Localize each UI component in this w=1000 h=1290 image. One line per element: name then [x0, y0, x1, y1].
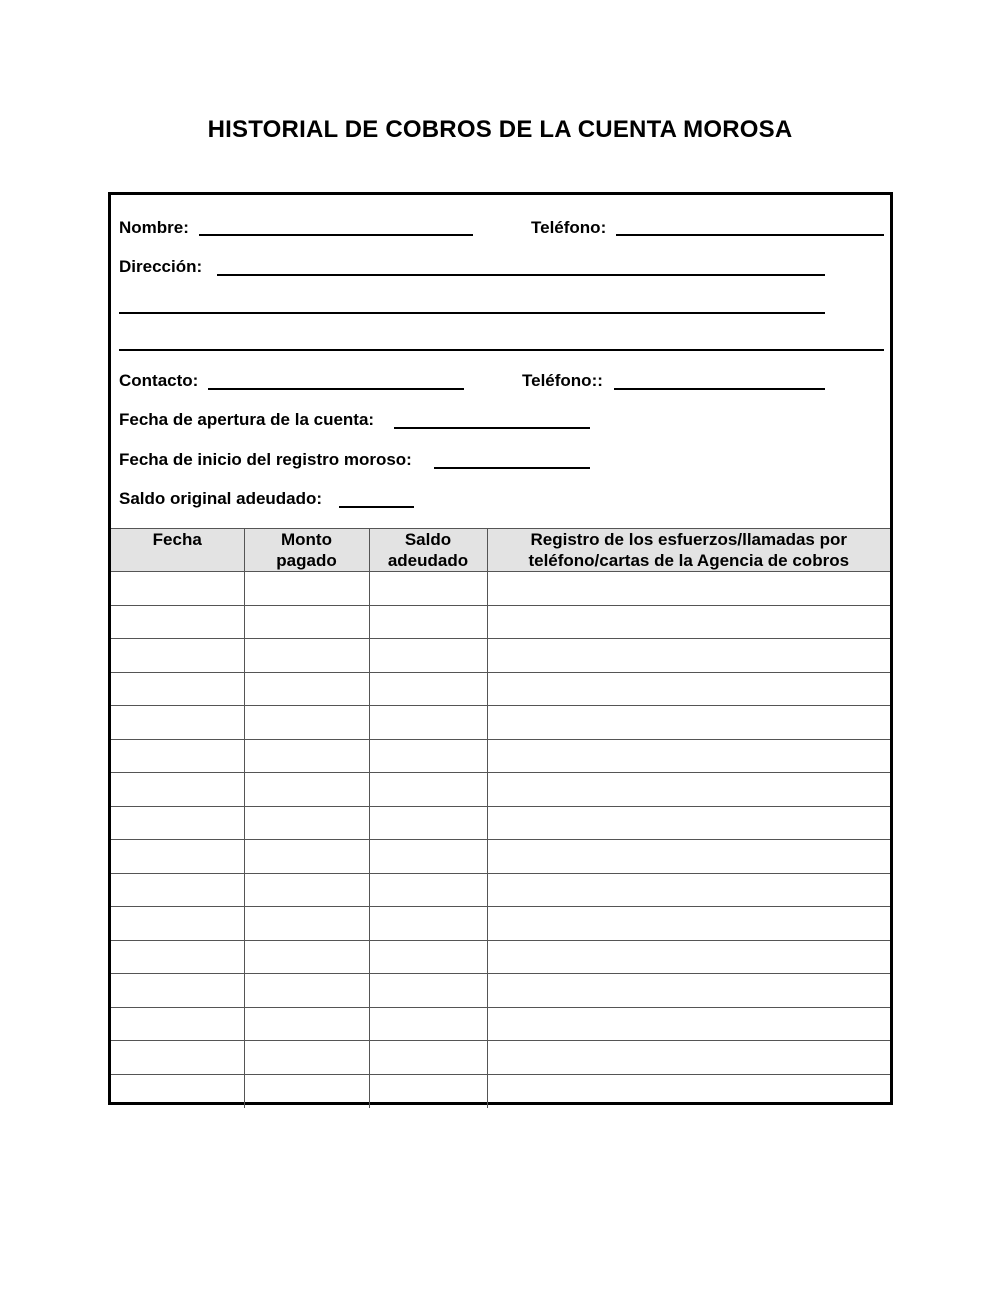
cell-monto-pagado[interactable] [244, 873, 369, 907]
cell-saldo-adeudado[interactable] [369, 840, 487, 874]
cell-fecha[interactable] [111, 907, 244, 941]
cell-registro[interactable] [487, 1041, 890, 1075]
label-fecha-apertura: Fecha de apertura de la cuenta: [119, 410, 375, 429]
cell-fecha[interactable] [111, 672, 244, 706]
collections-table [111, 528, 890, 1108]
cell-monto-pagado[interactable] [244, 840, 369, 874]
cell-registro[interactable] [487, 806, 890, 840]
table-row [111, 706, 890, 740]
cell-fecha[interactable] [111, 572, 244, 606]
page-title: HISTORIAL DE COBROS DE LA CUENTA MOROSA [207, 116, 793, 143]
cell-saldo-adeudado[interactable] [369, 773, 487, 807]
cell-saldo-adeudado[interactable] [369, 1007, 487, 1041]
cell-monto-pagado[interactable] [244, 773, 369, 807]
telefono-field[interactable] [616, 234, 884, 236]
cell-fecha[interactable] [111, 605, 244, 639]
cell-monto-pagado[interactable] [244, 974, 369, 1008]
header-monto-line2: pagado [276, 551, 337, 570]
cell-fecha[interactable] [111, 773, 244, 807]
table-row [111, 907, 890, 941]
cell-saldo-adeudado[interactable] [369, 1074, 487, 1108]
cell-saldo-adeudado[interactable] [369, 739, 487, 773]
cell-registro[interactable] [487, 639, 890, 673]
header-registro [487, 529, 890, 572]
table-header-row [111, 529, 890, 572]
header-saldo-line2: adeudado [387, 551, 469, 570]
cell-fecha[interactable] [111, 1007, 244, 1041]
cell-registro[interactable] [487, 706, 890, 740]
table-body [111, 572, 890, 1108]
label-fecha-inicio: Fecha de inicio del registro moroso: [119, 450, 412, 469]
cell-registro[interactable] [487, 773, 890, 807]
label-nombre: Nombre: [119, 218, 189, 237]
cell-registro[interactable] [487, 873, 890, 907]
cell-fecha[interactable] [111, 940, 244, 974]
header-registro-line2: teléfono/cartas de la Agencia de cobros [528, 551, 850, 570]
header-fecha-label: Fecha [152, 530, 202, 549]
header-saldo-adeudado [369, 529, 487, 572]
table-row [111, 1007, 890, 1041]
cell-monto-pagado[interactable] [244, 739, 369, 773]
cell-saldo-adeudado[interactable] [369, 873, 487, 907]
cell-monto-pagado[interactable] [244, 706, 369, 740]
cell-registro[interactable] [487, 1074, 890, 1108]
cell-fecha[interactable] [111, 873, 244, 907]
direccion-field-1[interactable] [217, 274, 825, 276]
contacto-field[interactable] [208, 388, 464, 390]
table-row [111, 572, 890, 606]
label-direccion: Dirección: [119, 257, 203, 276]
saldo-original-field[interactable] [339, 506, 414, 508]
cell-monto-pagado[interactable] [244, 940, 369, 974]
cell-saldo-adeudado[interactable] [369, 572, 487, 606]
cell-monto-pagado[interactable] [244, 605, 369, 639]
cell-fecha[interactable] [111, 1041, 244, 1075]
form-box [108, 192, 893, 1105]
cell-registro[interactable] [487, 940, 890, 974]
cell-registro[interactable] [487, 974, 890, 1008]
cell-monto-pagado[interactable] [244, 907, 369, 941]
cell-saldo-adeudado[interactable] [369, 1041, 487, 1075]
header-monto-pagado [244, 529, 369, 572]
cell-monto-pagado[interactable] [244, 1007, 369, 1041]
table-row [111, 940, 890, 974]
cell-registro[interactable] [487, 672, 890, 706]
cell-fecha[interactable] [111, 739, 244, 773]
label-telefono: Teléfono: [531, 218, 607, 237]
table-row [111, 605, 890, 639]
cell-registro[interactable] [487, 1007, 890, 1041]
header-saldo-line1: Saldo [404, 530, 452, 549]
table-row [111, 672, 890, 706]
cell-registro[interactable] [487, 840, 890, 874]
header-monto-line1: Monto [281, 530, 332, 549]
cell-monto-pagado[interactable] [244, 639, 369, 673]
direccion-field-2[interactable] [119, 312, 825, 314]
cell-fecha[interactable] [111, 706, 244, 740]
cell-fecha[interactable] [111, 840, 244, 874]
fecha-inicio-field[interactable] [434, 467, 590, 469]
cell-fecha[interactable] [111, 974, 244, 1008]
cell-fecha[interactable] [111, 639, 244, 673]
cell-registro[interactable] [487, 907, 890, 941]
cell-saldo-adeudado[interactable] [369, 907, 487, 941]
table-row [111, 773, 890, 807]
fecha-apertura-field[interactable] [394, 427, 590, 429]
table-row [111, 1074, 890, 1108]
header-fecha [111, 529, 244, 572]
cell-registro[interactable] [487, 739, 890, 773]
label-telefono-contacto: Teléfono:: [522, 371, 603, 390]
cell-registro[interactable] [487, 605, 890, 639]
table-row [111, 1041, 890, 1075]
table-row [111, 739, 890, 773]
cell-saldo-adeudado[interactable] [369, 605, 487, 639]
cell-fecha[interactable] [111, 806, 244, 840]
label-contacto: Contacto: [119, 371, 199, 390]
cell-registro[interactable] [487, 572, 890, 606]
table-row [111, 806, 890, 840]
table-row [111, 873, 890, 907]
cell-saldo-adeudado[interactable] [369, 639, 487, 673]
cell-saldo-adeudado[interactable] [369, 806, 487, 840]
telefono-contacto-field[interactable] [614, 388, 825, 390]
cell-saldo-adeudado[interactable] [369, 940, 487, 974]
label-saldo-original: Saldo original adeudado: [119, 489, 323, 508]
direccion-field-3[interactable] [119, 349, 884, 351]
cell-monto-pagado[interactable] [244, 672, 369, 706]
cell-saldo-adeudado[interactable] [369, 672, 487, 706]
table-row [111, 840, 890, 874]
cell-monto-pagado[interactable] [244, 806, 369, 840]
table-row [111, 974, 890, 1008]
cell-fecha[interactable] [111, 1074, 244, 1108]
cell-monto-pagado[interactable] [244, 1041, 369, 1075]
table-row [111, 639, 890, 673]
cell-monto-pagado[interactable] [244, 572, 369, 606]
cell-saldo-adeudado[interactable] [369, 974, 487, 1008]
cell-saldo-adeudado[interactable] [369, 706, 487, 740]
nombre-field[interactable] [199, 234, 473, 236]
header-registro-line1: Registro de los esfuerzos/llamadas por [530, 530, 847, 549]
cell-monto-pagado[interactable] [244, 1074, 369, 1108]
